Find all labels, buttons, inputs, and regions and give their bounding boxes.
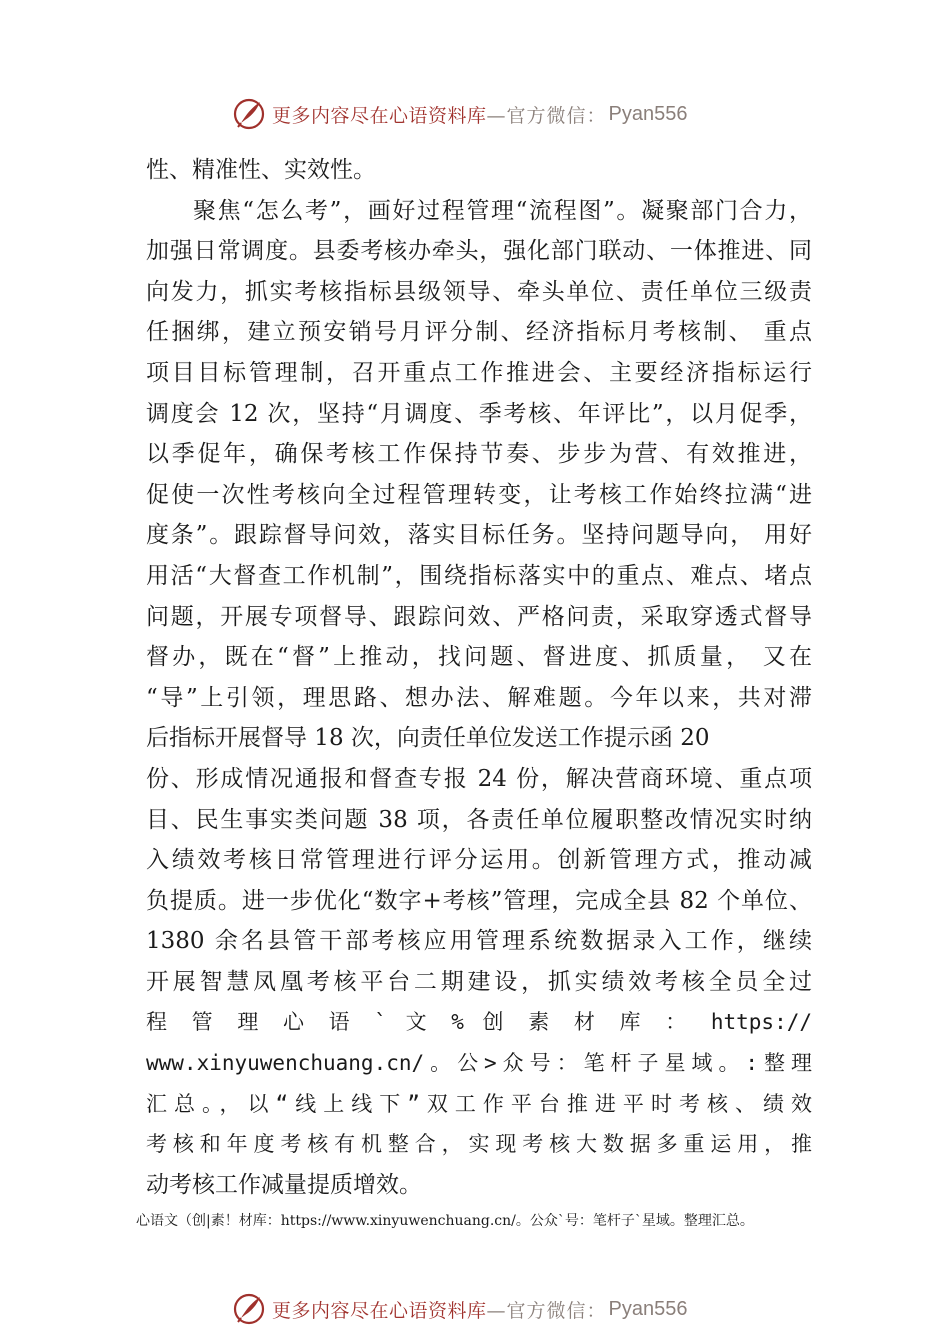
body-line: 后指标开展督导 18 次，向责任单位发送工作提示函 20 bbox=[146, 725, 710, 752]
header-wechat-id: Pyan556 bbox=[608, 102, 688, 125]
body-line: 任捆绑，建立预安销号月评分制、经济指标月考核制、 重点 bbox=[146, 319, 812, 346]
feather-pen-logo-icon bbox=[232, 97, 266, 131]
body-line: 问题，开展专项督导、跟踪问效、严格问责，采取穿透式督导 bbox=[146, 603, 812, 630]
body-line: 性、精准性、实效性。 bbox=[146, 157, 376, 183]
footer-brand: 更多内容尽在心语资料库 bbox=[272, 1299, 487, 1322]
footnote-watermark-text: 心语文（创|素！材库：https://www.xinyuwenchuang.cn/。公众`号：笔杆子`星域。整理汇总。 bbox=[136, 1213, 754, 1229]
body-line: 入绩效考核日常管理进行评分运用。创新管理方式，推动减 bbox=[146, 847, 812, 874]
body-line: 开展智慧凤凰考核平台二期建设，抓实绩效考核全员全过 bbox=[146, 968, 812, 995]
body-line: 调度会 12 次，坚持“月调度、季考核、年评比”，以月促季， bbox=[146, 400, 812, 427]
footer-wechat-label: —官方微信： bbox=[486, 1299, 607, 1322]
body-line: 以季促年，确保考核工作保持节奏、步步为营、有效推进， bbox=[146, 441, 812, 468]
body-line: 督办，既在“督”上推动，找问题、督进度、抓质量， 又在 bbox=[146, 644, 812, 671]
body-line: 促使一次性考核向全过程管理转变，让考核工作始终拉满“进 bbox=[146, 481, 812, 508]
body-line: 向发力，抓实考核指标县级领导、牵头单位、责任单位三级责 bbox=[146, 278, 812, 305]
body-line: 考核和年度考核有机整合，实现考核大数据多重运用，推 bbox=[146, 1132, 812, 1157]
body-line: 1380 余名县管干部考核应用管理系统数据录入工作，继续 bbox=[146, 928, 812, 955]
body-line: 份、形成情况通报和督查专报 24 份，解决营商环境、重点项 bbox=[146, 765, 812, 792]
body-line: 聚焦“怎么考”，画好过程管理“流程图”。凝聚部门合力， bbox=[193, 197, 812, 224]
body-line: 负提质。进一步优化“数字+考核”管理，完成全县 82 个单位、 bbox=[146, 887, 812, 914]
header-brand: 更多内容尽在心语资料库 bbox=[272, 104, 487, 127]
footer-banner bbox=[232, 1291, 688, 1327]
document-body bbox=[146, 150, 812, 1205]
body-line: “导”上引领，理思路、想办法、解难题。今年以来，共对滞 bbox=[146, 684, 812, 711]
body-line: 项目目标管理制，召开重点工作推进会、主要经济指标运行 bbox=[146, 359, 812, 386]
header-wechat-label: —官方微信： bbox=[486, 104, 607, 127]
footer-wechat-id: Pyan556 bbox=[608, 1297, 688, 1320]
body-line: 汇总。，以“线上线下”双工作平台推进平时考核、绩效 bbox=[146, 1091, 812, 1116]
feather-pen-logo-icon bbox=[232, 1292, 266, 1326]
header-banner bbox=[232, 96, 688, 132]
body-line: 用活“大督查工作机制”，围绕指标落实中的重点、难点、堵点 bbox=[146, 562, 812, 589]
body-line: 加强日常调度。县委考核办牵头，强化部门联动、一体推进、同 bbox=[146, 238, 812, 265]
body-line: 度条”。跟踪督导问效，落实目标任务。坚持问题导向， 用好 bbox=[146, 522, 812, 549]
body-line: www.xinyuwenchuang.cn/。公>众号：笔杆子星域。:整理 bbox=[146, 1051, 812, 1076]
body-line: 动考核工作减量提质增效。 bbox=[146, 1171, 422, 1198]
body-line: 目、民生事实类问题 38 项，各责任单位履职整改情况实时纳 bbox=[146, 806, 812, 833]
body-line: 程 管 理 心 语 ` 文 % 创 素 材 库 ： https:// bbox=[146, 1010, 812, 1035]
